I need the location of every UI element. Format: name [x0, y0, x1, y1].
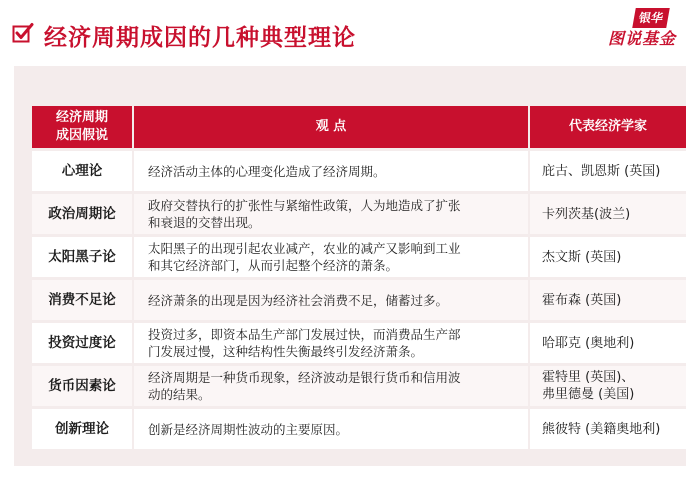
table-row [32, 234, 686, 277]
table-row [32, 406, 686, 449]
cell-economists: 哈耶克 (奥地利) [530, 320, 686, 363]
cell-theory: 消费不足论 [32, 277, 134, 320]
cell-theory: 太阳黑子论 [32, 234, 134, 277]
cell-view: 经济活动主体的心理变化造成了经济周期。 [134, 148, 530, 191]
cell-view: 创新是经济周期性波动的主要原因。 [134, 406, 530, 449]
header-economists: 代表经济学家 [530, 106, 686, 148]
cell-view: 经济萧条的出现是因为经济社会消费不足，储蓄过多。 [134, 277, 530, 320]
theory-table-wrap [32, 106, 686, 449]
cell-view: 政府交替执行的扩张性与紧缩性政策，人为地造成了扩张 和衰退的交替出现。 [134, 191, 530, 234]
content-panel [14, 66, 686, 466]
table-row [32, 320, 686, 363]
checkbox-check-icon [12, 22, 34, 44]
cell-economists: 卡列茨基(波兰) [530, 191, 686, 234]
cell-theory: 政治周期论 [32, 191, 134, 234]
theory-table [32, 106, 686, 449]
header-view: 观 点 [134, 106, 530, 148]
cell-economists: 霍布森 (英国) [530, 277, 686, 320]
logo-top-text: 银华 [632, 8, 670, 28]
cell-economists: 杰文斯 (英国) [530, 234, 686, 277]
cell-theory: 心理论 [32, 148, 134, 191]
cell-view: 投资过多，即资本品生产部门发展过快，而消费品生产部 门发展过慢，这种结构性失衡最终引发经济萧条。 [134, 320, 530, 363]
cell-economists: 熊彼特 (美籍奥地利) [530, 406, 686, 449]
table-row [32, 148, 686, 191]
cell-economists: 霍特里 (英国)、 弗里德曼 (美国) [530, 363, 686, 406]
cell-view: 经济周期是一种货币现象，经济波动是银行货币和信用波 动的结果。 [134, 363, 530, 406]
cell-economists: 庇古、凯恩斯 (英国) [530, 148, 686, 191]
cell-theory: 创新理论 [32, 406, 134, 449]
header-theory: 经济周期 成因假说 [32, 106, 134, 148]
logo-bottom-text: 图说基金 [608, 29, 677, 48]
cell-view: 太阳黑子的出现引起农业减产，农业的减产又影响到工业 和其它经济部门，从而引起整个经济的萧条。 [134, 234, 530, 277]
brand-logo [608, 8, 692, 52]
table-row [32, 277, 686, 320]
header [0, 0, 700, 60]
table-row [32, 191, 686, 234]
page-title: 经济周期成因的几种典型理论 [44, 25, 356, 51]
table-header-row [32, 106, 686, 148]
cell-theory: 投资过度论 [32, 320, 134, 363]
table-row [32, 363, 686, 406]
cell-theory: 货币因素论 [32, 363, 134, 406]
